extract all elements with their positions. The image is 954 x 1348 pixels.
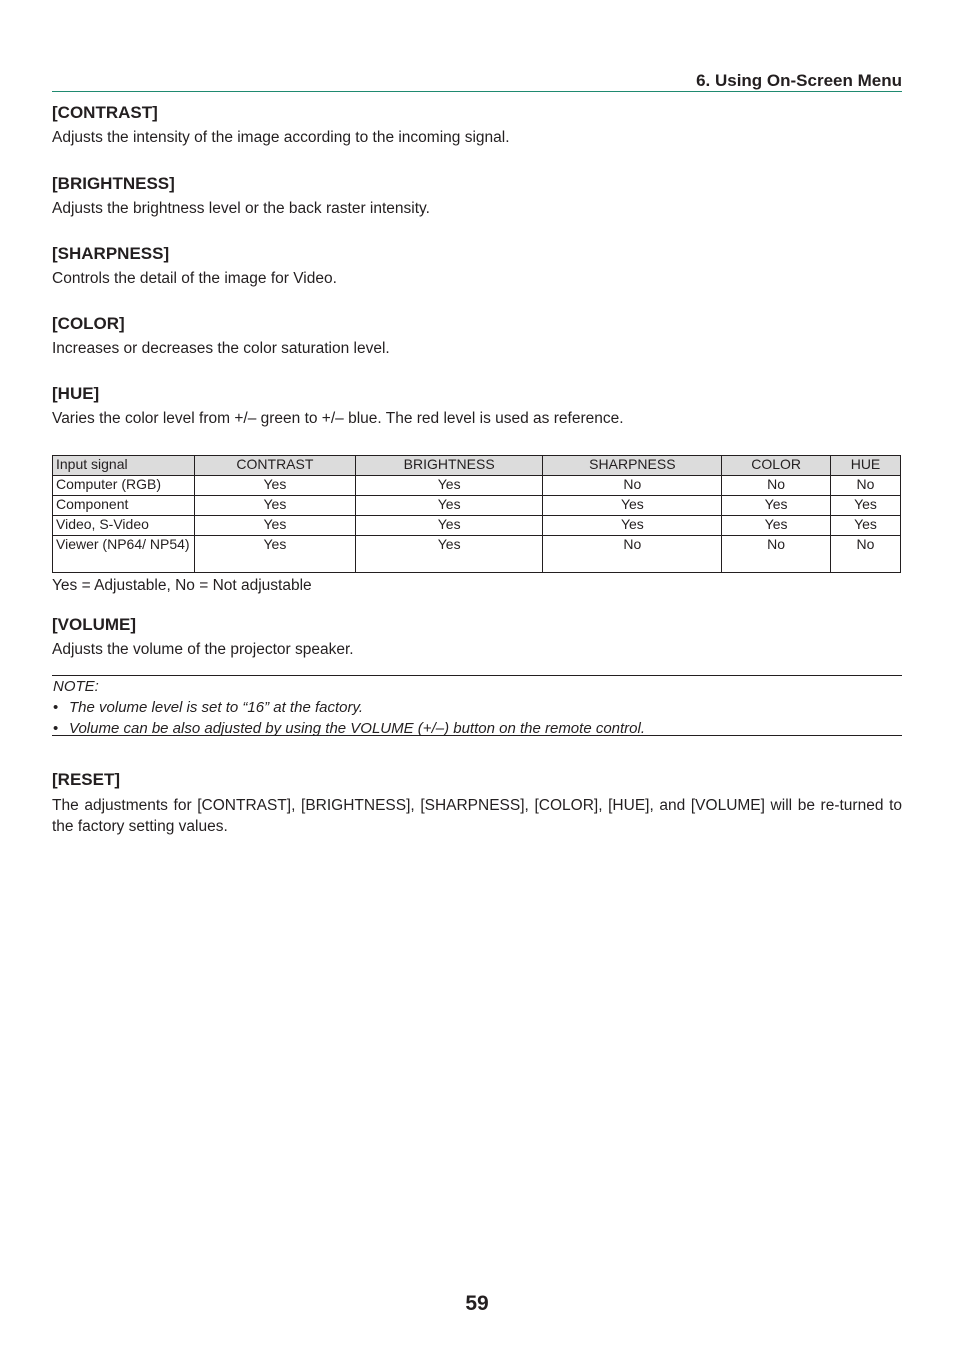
section-brightness <box>52 173 902 219</box>
note-item <box>53 697 902 718</box>
table-header-row <box>53 456 901 476</box>
section-heading-color: [COLOR] <box>52 314 125 333</box>
table-cell: Yes <box>830 516 900 536</box>
section-volume <box>52 614 902 660</box>
section-text-contrast: Adjusts the intensity of the image according to the incoming signal. <box>52 129 510 146</box>
table-header-cell: COLOR <box>722 456 831 476</box>
section-text-color: Increases or decreases the color saturation level. <box>52 340 390 357</box>
section-heading-volume: [VOLUME] <box>52 615 137 634</box>
table-cell: Component <box>53 496 195 516</box>
section-heading-reset: [RESET] <box>52 770 120 789</box>
table-row <box>53 496 901 516</box>
section-heading-sharpness: [SHARPNESS] <box>52 244 170 263</box>
section-text-reset: The adjustments for [CONTRAST], [BRIGHTNESS], [SHARPNESS], [COLOR], [HUE], and [VOLUME] will be re-turned to the factory setting values. <box>52 797 902 835</box>
table-cell: Yes <box>195 536 356 573</box>
table-header-cell: CONTRAST <box>195 456 356 476</box>
table-cell: Yes <box>355 516 543 536</box>
table-cell: No <box>722 476 831 496</box>
page-header <box>52 70 902 92</box>
table-cell: No <box>543 476 722 496</box>
section-hue <box>52 383 902 429</box>
section-reset <box>52 769 902 837</box>
table-header-cell: HUE <box>830 456 900 476</box>
table-cell: Video, S-Video <box>53 516 195 536</box>
page-content <box>52 102 902 861</box>
section-text-brightness: Adjusts the brightness level or the back raster intensity. <box>52 200 430 217</box>
note-item-text: Volume can be also adjusted by using the VOLUME (+/–) button on the remote control. <box>69 720 646 737</box>
section-color <box>52 313 902 359</box>
note-box <box>52 675 902 736</box>
table-cell: Yes <box>543 496 722 516</box>
table-cell: Viewer (NP64/ NP54) <box>53 536 195 573</box>
table-cell: Yes <box>830 496 900 516</box>
section-heading-hue: [HUE] <box>52 384 100 403</box>
table-header-cell: Input signal <box>53 456 195 476</box>
table-legend: Yes = Adjustable, No = Not adjustable <box>52 577 312 594</box>
bullet-icon: • <box>53 720 59 737</box>
table-cell: No <box>830 536 900 573</box>
table-row <box>53 476 901 496</box>
note-label: NOTE: <box>53 678 99 695</box>
table-cell: Yes <box>355 476 543 496</box>
table-cell: Yes <box>195 516 356 536</box>
table-row <box>53 536 901 573</box>
table-cell: No <box>722 536 831 573</box>
section-text-sharpness: Controls the detail of the image for Video. <box>52 270 337 287</box>
section-heading-brightness: [BRIGHTNESS] <box>52 174 175 193</box>
table-header-cell: BRIGHTNESS <box>355 456 543 476</box>
chapter-title: 6. Using On-Screen Menu <box>696 71 902 90</box>
table-cell: No <box>830 476 900 496</box>
note-item-text: The volume level is set to “16” at the factory. <box>69 699 364 716</box>
table-row <box>53 516 901 536</box>
table-cell: Yes <box>543 516 722 536</box>
table-cell: Yes <box>355 496 543 516</box>
section-text-hue: Varies the color level from +/– green to +/– blue. The red level is used as reference. <box>52 410 624 427</box>
table-cell: No <box>543 536 722 573</box>
table-cell: Yes <box>355 536 543 573</box>
table-cell: Yes <box>722 496 831 516</box>
bullet-icon: • <box>53 699 59 716</box>
table-cell: Yes <box>195 496 356 516</box>
note-item <box>53 718 902 739</box>
section-contrast <box>52 102 902 148</box>
adjustment-table <box>52 455 901 573</box>
table-cell: Computer (RGB) <box>53 476 195 496</box>
table-header-cell: SHARPNESS <box>543 456 722 476</box>
table-cell: Yes <box>195 476 356 496</box>
table-cell: Yes <box>722 516 831 536</box>
section-sharpness <box>52 243 902 289</box>
section-heading-contrast: [CONTRAST] <box>52 103 158 122</box>
page-number: 59 <box>465 1292 489 1315</box>
section-text-volume: Adjusts the volume of the projector speaker. <box>52 641 354 658</box>
